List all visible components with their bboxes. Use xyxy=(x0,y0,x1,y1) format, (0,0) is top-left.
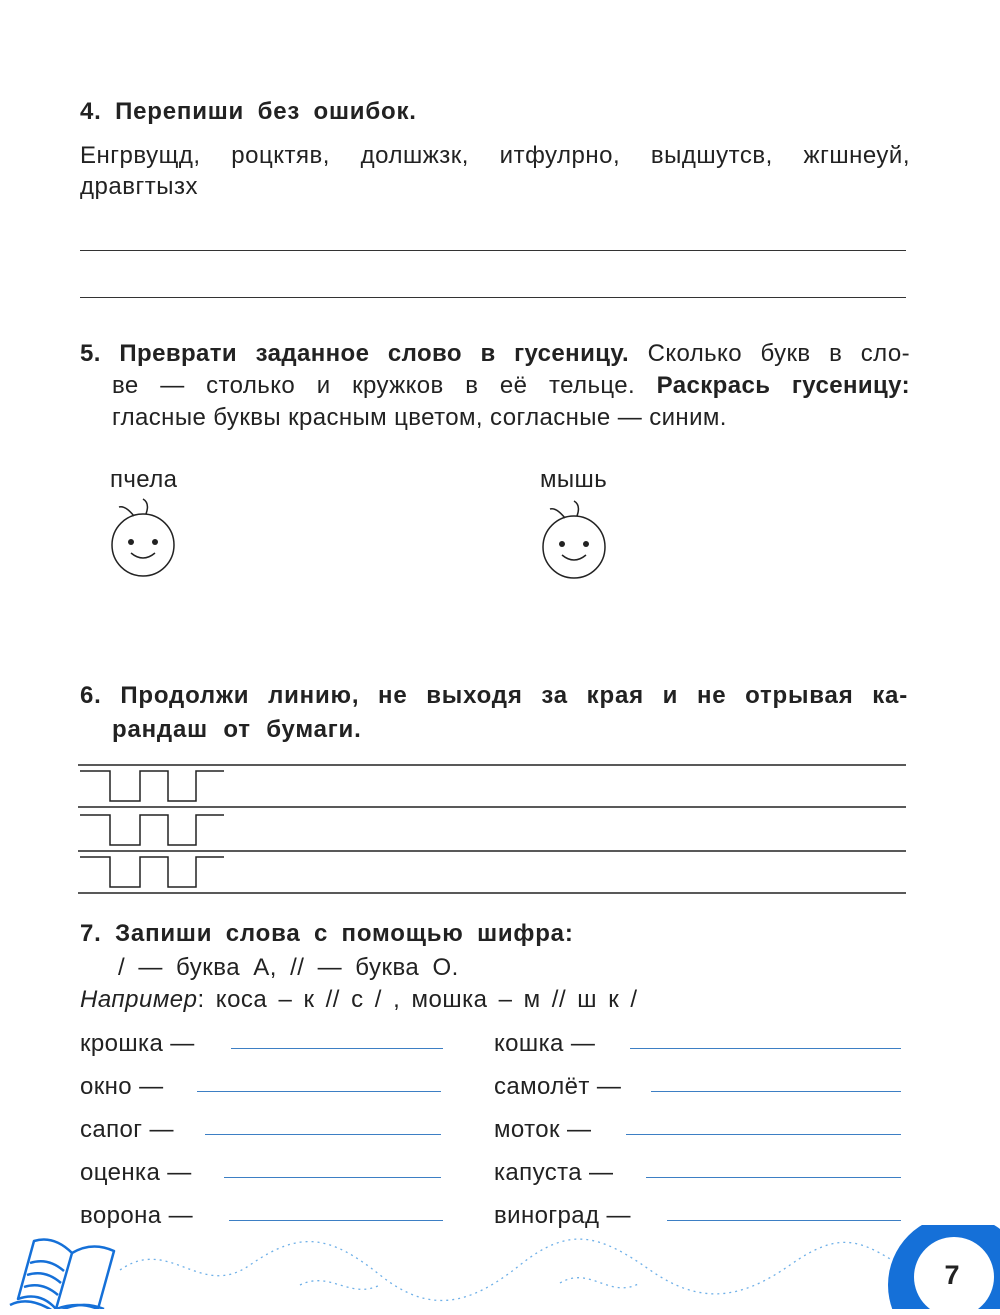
task7-left-word-2: окно — xyxy=(80,1073,164,1100)
task7-left-word-5: ворона — xyxy=(80,1202,193,1229)
answer-line-right-4[interactable] xyxy=(646,1177,901,1178)
task5-word-1: пчела xyxy=(110,466,178,493)
task7-example-label: Например xyxy=(80,986,198,1013)
answer-line-left-5[interactable] xyxy=(229,1220,443,1221)
task6-heading-line1 xyxy=(80,682,908,710)
task5-number: 5. xyxy=(80,340,101,367)
antenna-right xyxy=(143,499,147,514)
eye-left xyxy=(128,539,134,545)
task7-title: Запиши слова с помощью шифра: xyxy=(115,920,574,947)
eye-right xyxy=(152,539,158,545)
meander-pattern-1 xyxy=(80,771,224,801)
answer-line-left-4[interactable] xyxy=(224,1177,441,1178)
smile xyxy=(131,553,155,558)
task5-text-line3: гласные буквы красным цветом, согласные — синим. xyxy=(112,404,727,431)
page-number: 7 xyxy=(944,1260,960,1290)
task7-example-text: : коса – к // с / , мошка – м // ш к / xyxy=(197,986,638,1013)
head-outline xyxy=(112,514,174,576)
task6-title-line2: рандаш от бумаги. xyxy=(112,716,362,743)
antenna-left xyxy=(550,509,565,518)
task5-text-a: Сколько букв в сло- xyxy=(647,340,910,367)
task7-right-word-2: самолёт — xyxy=(494,1073,622,1100)
task7-left-word-3: сапог — xyxy=(80,1116,174,1143)
writing-line-1[interactable] xyxy=(80,250,906,251)
task4-heading xyxy=(80,98,417,126)
eye-right xyxy=(583,541,589,547)
answer-line-right-3[interactable] xyxy=(626,1134,901,1135)
meander-pattern-3 xyxy=(80,857,224,887)
task7-left-word-1: крошка — xyxy=(80,1030,195,1057)
task7-cipher: / — буква А, // — буква О. xyxy=(118,954,459,981)
caterpillar-head-1[interactable] xyxy=(105,495,185,585)
antenna-left xyxy=(119,507,134,516)
meander-pattern-2 xyxy=(80,815,224,845)
task4-number: 4. xyxy=(80,98,102,125)
footer-decoration xyxy=(0,1225,1000,1309)
task7-right-word-3: моток — xyxy=(494,1116,592,1143)
eye-left xyxy=(559,541,565,547)
answer-line-left-3[interactable] xyxy=(205,1134,441,1135)
task5-text-line2: ве — столько и кружков в её тельце. xyxy=(112,372,636,399)
task7-example xyxy=(80,986,638,1014)
task4-title: Перепиши без ошибок. xyxy=(115,98,417,125)
answer-line-left-1[interactable] xyxy=(231,1048,443,1049)
dotted-loop xyxy=(560,1278,640,1288)
task7-number: 7. xyxy=(80,920,102,947)
dotted-swirl xyxy=(120,1239,900,1300)
task7-right-word-4: капуста — xyxy=(494,1159,614,1186)
task7-left-word-4: оценка — xyxy=(80,1159,192,1186)
answer-line-right-2[interactable] xyxy=(651,1091,901,1092)
task5-block xyxy=(80,338,910,434)
task6-number: 6. xyxy=(80,682,102,709)
answer-line-right-5[interactable] xyxy=(667,1220,901,1221)
head-outline xyxy=(543,516,605,578)
tracing-area[interactable] xyxy=(78,755,908,900)
task6-title-line1: Продолжи линию, не выходя за края и не отрывая ка- xyxy=(120,682,908,709)
task7-heading xyxy=(80,920,574,948)
answer-line-right-1[interactable] xyxy=(630,1048,901,1049)
task7-right-word-1: кошка — xyxy=(494,1030,596,1057)
dotted-loop xyxy=(300,1281,380,1290)
caterpillar-head-2[interactable] xyxy=(536,495,616,585)
task4-text-line2: дравгтызх xyxy=(80,173,198,200)
answer-line-left-2[interactable] xyxy=(197,1091,441,1092)
task7-right-word-5: виноград — xyxy=(494,1202,631,1229)
book-icon xyxy=(10,1240,114,1310)
task5-title: Преврати заданное слово в гусеницу. xyxy=(119,340,630,367)
task5-word-2: мышь xyxy=(540,466,608,493)
antenna-right xyxy=(574,501,578,516)
smile xyxy=(562,555,586,560)
task4-text-line1: Енгрвущд, роцктяв, долшжзк, итфулрно, выдшутсв, жгшнеуй, xyxy=(80,142,910,169)
writing-line-2[interactable] xyxy=(80,297,906,298)
task5-bold2: Раскрась гусеницу: xyxy=(656,372,910,399)
